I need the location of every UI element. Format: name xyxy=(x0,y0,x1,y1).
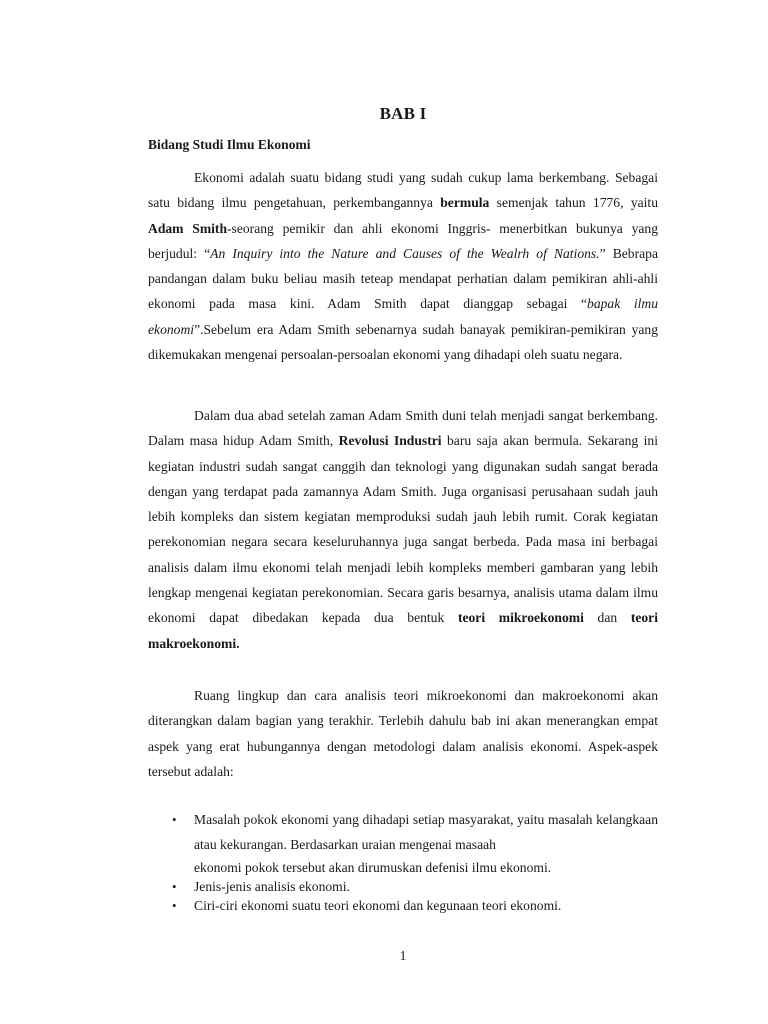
document-page xyxy=(148,0,658,1024)
list-item-text-last-line: ekonomi pokok tersebut akan dirumuskan defenisi ilmu ekonomi. xyxy=(194,859,552,875)
paragraph-1-text-2: semenjak tahun 1776, yaitu xyxy=(489,195,658,211)
paragraph-1-italic-bapak: bapak ilmu ekonomi xyxy=(148,296,658,337)
paragraph-1-text-1: Ekonomi adalah suatu bidang studi yang sudah cukup lama berkembang. Sebagai satu bidang ilmu pengetahuan, perkembangannya xyxy=(148,170,658,211)
paragraph-2-text-2: baru saja akan bermula. Sekarang ini kegiatan industri sudah sangat canggih dan teknologi yang digunakan sudah sangat berada dengan yang terdapat pada zamannya Adam Smith. Juga organisasi perusahaan sudah jauh lebih kompleks dan sistem kegiatan memproduksi sudah jauh lebih rumit. Corak kegiatan perekonomian negara secara keseluruhannya juga sangat berbeda. Pada masa ini berbagai analisis dalam ilmu ekonomi telah menjadi lebih kompleks memberi gambaran yang lebih lengkap mengenai kegiatan perekonomian. Secara garis besarnya, analisis utama dalam ilmu ekonomi dapat dibedakan kepada dua bentuk xyxy=(148,433,658,626)
list-item-text: Ciri-ciri ekonomi suatu teori ekonomi dan kegunaan teori ekonomi. xyxy=(194,898,562,914)
paragraph-2-bold-revolusi: Revolusi Industri xyxy=(338,433,442,449)
list-item xyxy=(148,877,658,897)
paragraph-2-text-3: dan xyxy=(583,610,631,626)
paragraph-1-text-3: -seorang pemikir dan ahli ekonomi Inggris- menerbitkan bukunya yang berjudul: “ xyxy=(148,220,658,261)
aspect-list xyxy=(148,807,658,916)
paragraph-1-bold-adam-smith: Adam Smith xyxy=(148,220,228,236)
paragraph-2-bold-mikro: teori mikroekonomi xyxy=(457,610,584,626)
list-item-text: Jenis-jenis analisis ekonomi. xyxy=(194,878,350,894)
list-item-text: Masalah pokok ekonomi yang dihadapi setiap masyarakat, yaitu masalah kelangkaan atau kekurangan. Berdasarkan uraian mengenai masaah xyxy=(194,812,658,853)
list-item xyxy=(148,807,658,877)
paragraph-1 xyxy=(148,165,658,367)
paragraph-2-text-1: Dalam dua abad setelah zaman Adam Smith duni telah menjadi sangat berkembang. Dalam masa hidup Adam Smith, xyxy=(148,408,658,449)
bullet-icon: • xyxy=(172,812,177,827)
paragraph-2 xyxy=(148,403,658,656)
paragraph-3: Ruang lingkup dan cara analisis teori mikroekonomi dan makroekonomi akan diterangkan dalam bagian yang terakhir. Terlebih dahulu bab ini akan menerangkan empat aspek yang erat hubungannya dengan metodologi dalam analisis ekonomi. Aspek-aspek tersebut adalah: xyxy=(148,688,658,779)
bullet-icon: • xyxy=(172,898,177,914)
paragraph-1-bold-bermula: bermula xyxy=(440,195,490,211)
list-item xyxy=(148,896,658,916)
paragraph-2-bold-makro: teori makroekonomi. xyxy=(148,610,658,651)
paragraph-1-book-title: An Inquiry into the Nature and Causes of the Wealrh of Nations. xyxy=(210,245,600,261)
paragraph-1-text-5: ”.Sebelum era Adam Smith sebenarnya sudah banayak pemikiran-pemikiran yang dikemukakan mengenai persoalan-persoalan ekonomi yang dihadapi oleh suatu negara. xyxy=(148,321,658,363)
section-title: Bidang Studi Ilmu Ekonomi xyxy=(148,137,311,152)
chapter-title: BAB I xyxy=(379,104,427,123)
page-number: 1 xyxy=(399,948,407,963)
bullet-icon: • xyxy=(172,878,177,894)
paragraph-1-text-4: ” Bebrapa pandangan dalam buku beliau masih teteap mendapat perhatian dalam pemikiran ahli-ahli ekonomi pada masa kini. Adam Smith dapat dianggap sebagai “ xyxy=(148,245,658,312)
